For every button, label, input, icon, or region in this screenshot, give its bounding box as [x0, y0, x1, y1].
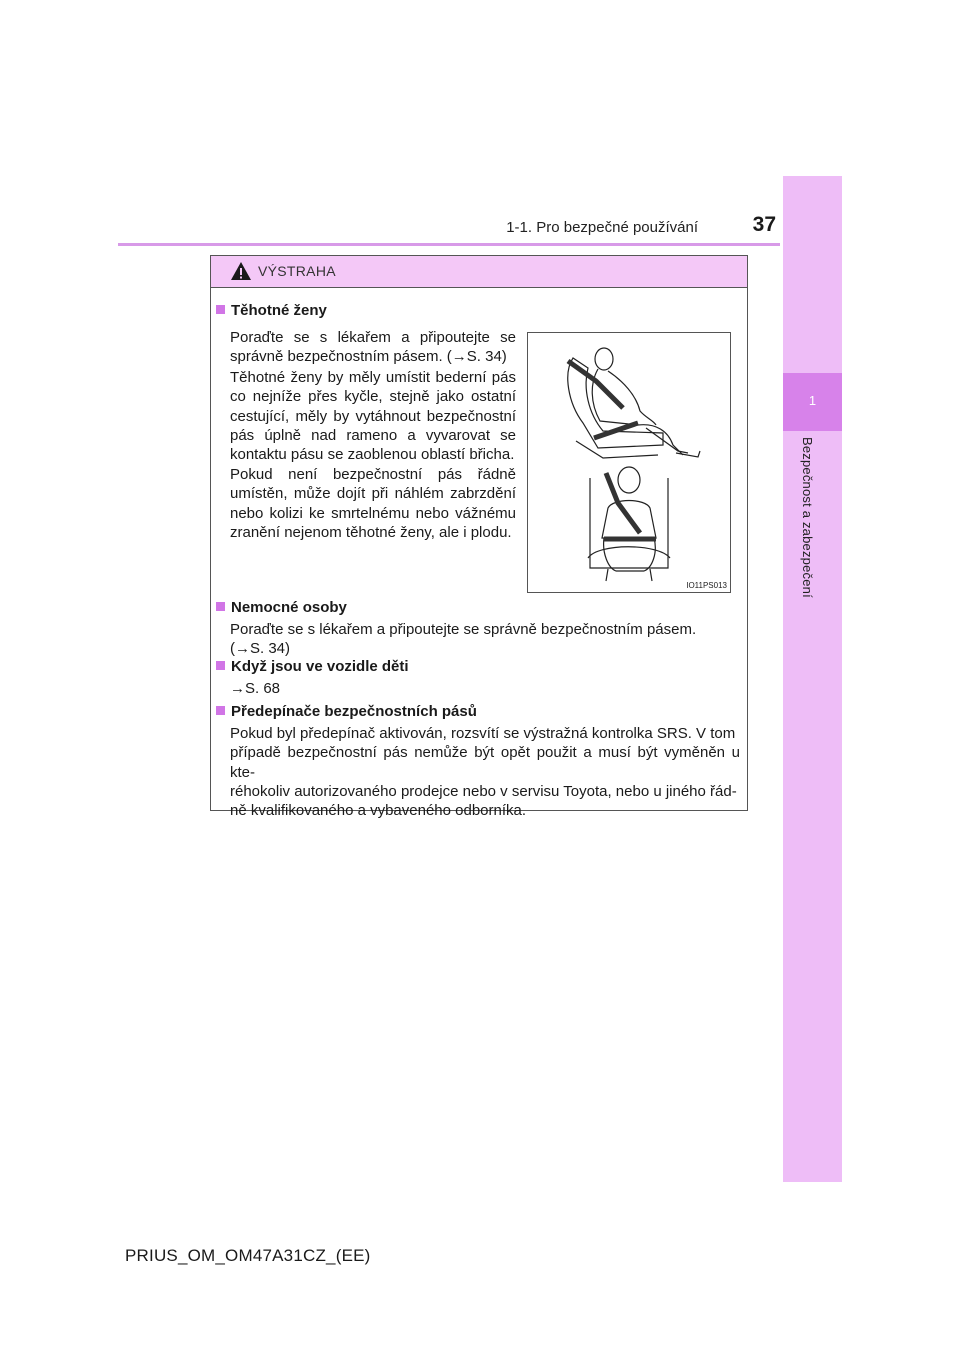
text-line: →S. 68 — [230, 680, 281, 697]
section-heading-text: Nemocné osoby — [231, 599, 347, 616]
chapter-side-tab — [783, 176, 842, 1182]
text-line: Pokud byl předepínač aktivován, rozsvítí se výstražná kontrolka SRS. V tom — [230, 725, 736, 742]
warning-icon — [230, 261, 252, 281]
chapter-title: Bezpečnost a zabezpečení — [800, 437, 815, 598]
seatbelt-figure-drawing — [528, 333, 730, 592]
text-line: ně kvalifikovaného a vybaveného odborníka. — [230, 802, 527, 820]
bullet-square — [216, 661, 225, 670]
section-heading-text: Předepínače bezpečnostních pásů — [231, 703, 477, 720]
paragraph — [230, 724, 740, 820]
paragraph: Poraďte se s lékařem a připoutejte se správně bezpečnostním pásem. (→S. 34) — [230, 329, 516, 366]
bullet-square — [216, 706, 225, 715]
warning-box — [210, 255, 748, 820]
section-title: 1-1. Pro bezpečné používání — [506, 219, 698, 236]
document-code: PRIUS_OM_OM47A31CZ_(EE) — [125, 1246, 371, 1265]
paragraph — [230, 679, 740, 698]
paragraph — [230, 620, 740, 659]
bullet-square — [216, 602, 225, 611]
paragraph: Pokud není bezpečnostní pás řádně umístěn, může dojít při náhlém zabrzdění nebo kolizi ke smrtelnému nebo vážnému zranění nejenom těhotné ženy, ale i plodu. — [230, 466, 516, 541]
section-heading — [216, 599, 347, 616]
bullet-square — [216, 305, 225, 314]
warning-title: VÝSTRAHA — [258, 263, 336, 279]
warning-header — [211, 256, 747, 288]
text-line: případě bezpečnostní pás nemůže být opět použit a musí být vyměněn u kte- — [230, 744, 740, 781]
section-heading-text: Když jsou ve vozidle děti — [231, 658, 409, 675]
page-number: 37 — [752, 213, 776, 236]
header-rule — [118, 243, 780, 246]
figure-code: IO11PS013 — [686, 581, 727, 590]
section-heading — [216, 658, 409, 675]
section-heading-text: Těhotné ženy — [231, 302, 327, 319]
text-line: (→S. 34) — [230, 640, 291, 658]
chapter-number: 1 — [808, 393, 817, 408]
text-line: réhokoliv autorizovaného prodejce nebo v servisu Toyota, nebo u jiného řád- — [230, 782, 737, 800]
paragraph: Těhotné ženy by měly umístit bederní pás co nejníže přes kyčle, stejně jako ostatní cestující, měly by vytáhnout bezpečnostní pás úplně nad rameno a vyvarovat se kontaktu pásu se zaoblenou oblastí břicha. — [230, 369, 516, 464]
section-heading — [216, 302, 327, 319]
pregnant-seatbelt-illustration — [527, 332, 731, 593]
section-heading — [216, 703, 477, 720]
text-line: Poraďte se s lékařem a připoutejte se správně bezpečnostním pásem. — [230, 621, 697, 638]
